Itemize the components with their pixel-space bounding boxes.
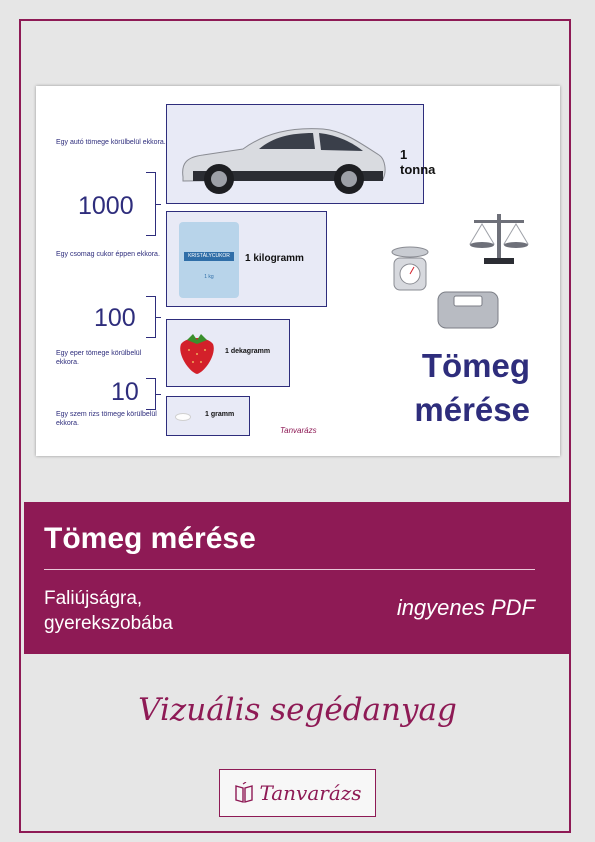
band-divider: [44, 569, 535, 570]
strawberry-description: Egy eper tömege körülbelül ekkora.: [56, 350, 142, 366]
band-subtitle: Faliújságra, gyerekszobába: [44, 588, 173, 634]
poster-preview[interactable]: [36, 86, 560, 456]
brand-logo[interactable]: [219, 769, 376, 817]
sugar-bag-text: KRISTÁLYCUKOR: [184, 252, 234, 261]
gram-box: [166, 396, 250, 436]
car-illustration: [173, 119, 388, 199]
sugar-description: Egy csomag cukor éppen ekkora.: [56, 251, 160, 258]
factor-10: 10: [111, 378, 139, 406]
rice-description: Egy szem rizs tömege körülbelül ekkora.: [56, 411, 157, 427]
title-band: [24, 502, 571, 654]
kilogram-box: [166, 211, 327, 307]
decagram-label: 1 dekagramm: [225, 348, 271, 355]
strawberry-illustration: [177, 332, 217, 376]
factor-100: 100: [94, 304, 136, 332]
balance-scale-icon: [468, 208, 530, 266]
page-title: Tömeg mérése: [44, 522, 256, 555]
gram-label: 1 gramm: [205, 411, 235, 418]
tonne-label: 1 tonna: [400, 147, 436, 177]
poster-logo: Tanvarázs: [280, 426, 317, 435]
rice-grain: [175, 413, 191, 421]
bracket-1000: [146, 172, 156, 236]
bracket-100: [146, 296, 156, 338]
tonne-box: [166, 104, 436, 204]
bracket-10: [146, 378, 156, 410]
book-icon: [233, 782, 255, 804]
brand-name: Tanvarázs: [259, 781, 362, 805]
kitchen-scale-icon: [390, 246, 430, 292]
car-description: Egy autó tömege körülbelül ekkora.: [56, 139, 166, 146]
poster-title: Tömeg mérése: [414, 347, 530, 428]
decagram-box: [166, 319, 290, 387]
factor-1000: 1000: [78, 192, 134, 220]
kilogram-label: 1 kilogramm: [245, 253, 304, 264]
tagline: Vizuális segédanyag: [138, 692, 457, 728]
sugar-bag: [179, 222, 239, 298]
sugar-bag-weight: 1 kg: [204, 274, 214, 280]
bathroom-scale-icon: [436, 286, 500, 330]
free-pdf-label[interactable]: ingyenes PDF: [396, 595, 535, 620]
